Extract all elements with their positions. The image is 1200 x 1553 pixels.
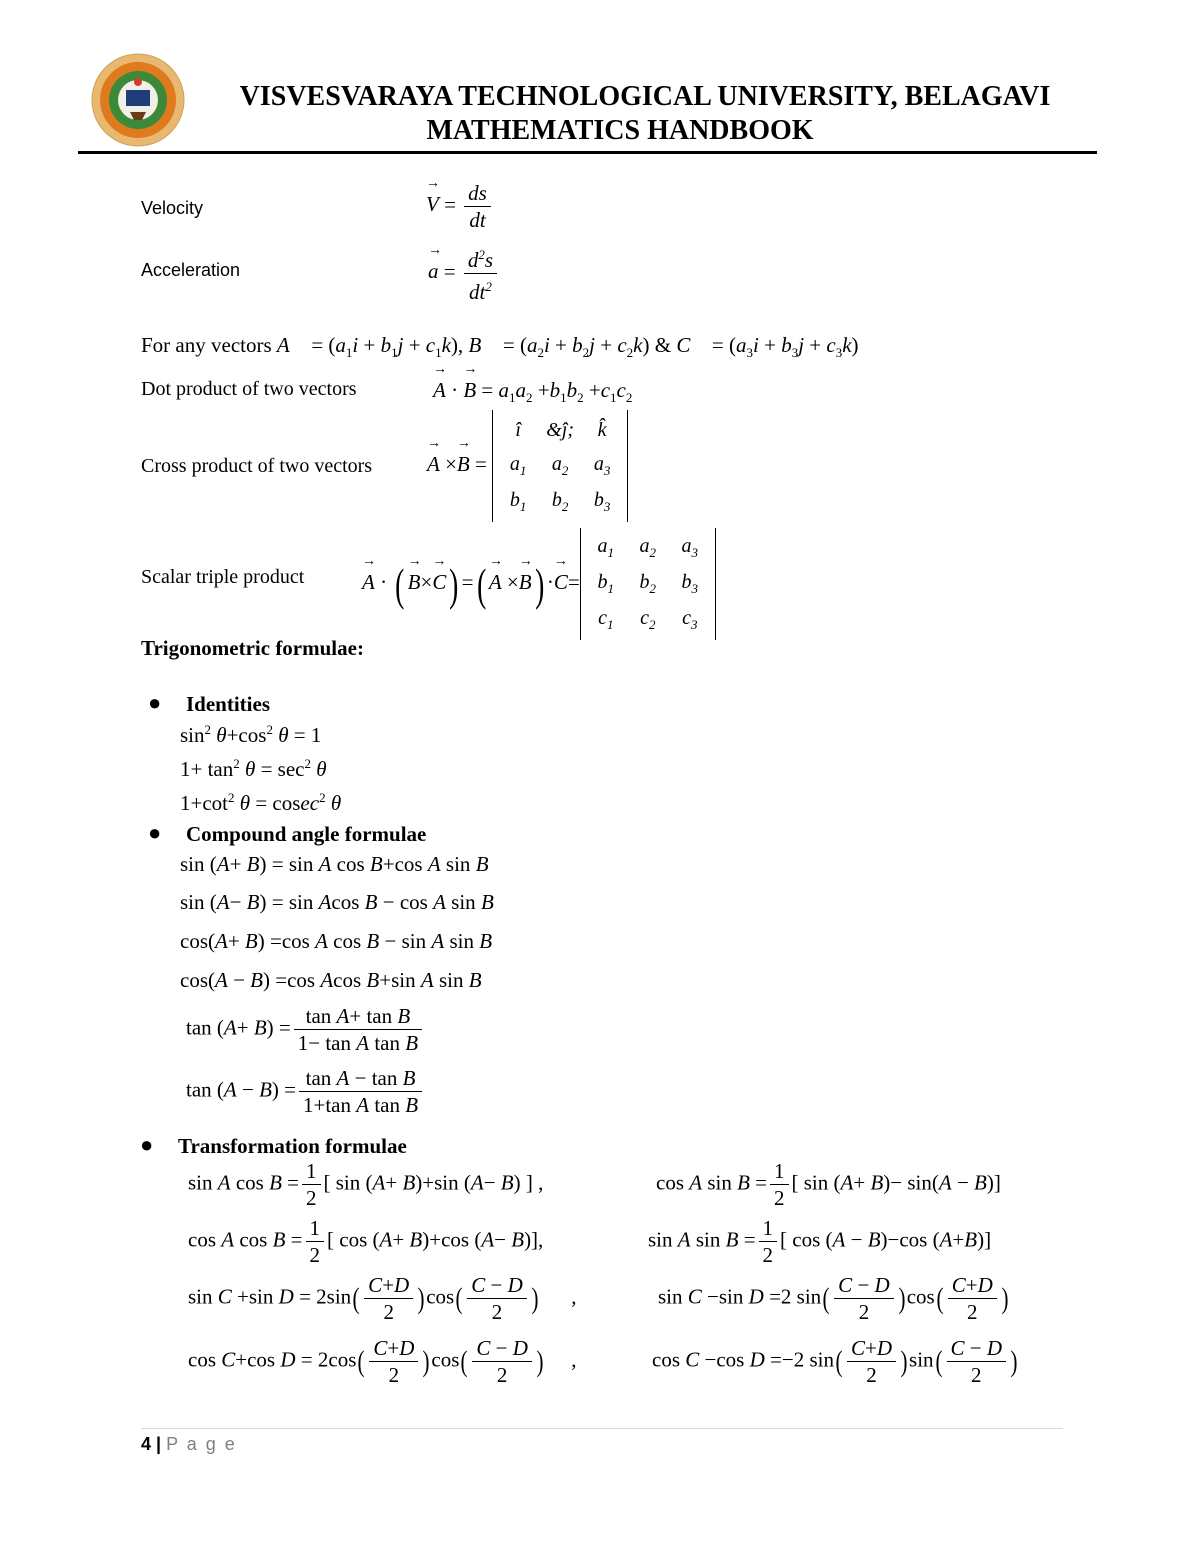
footer-rule [141,1428,1063,1429]
bullet-icon: ● [148,690,162,715]
identity-1: $\sin^2 \theta+\cos^2$ θ = 1 [180,722,322,747]
velocity-label: Velocity [141,198,204,218]
compound-5: tan (A+ B) = $\frac{\text{tan A+ tan B}}{\text{1− tan A tan B}}$ [186,1003,425,1056]
compound-1: sin (A+ B) = sin A cos B+cos A sin B [180,852,489,876]
vectors-definition: For any vectors A⃗ = $(a_1i + b_1j + c_1k)$, B⃗ = $(a_2i + b_2j + c_2k)$ & C⃗ = $(a_3i + b_3j + c_3k)$ [141,333,859,361]
page-footer: 4 | P a g e [141,1434,237,1454]
bullet-icon: ● [140,1132,154,1157]
header-title-line2: MATHEMATICS HANDBOOK [426,115,814,146]
triple-product-determinant: $a_1$ $a_2$ $a_3$ $b_1$ $b_2$ $b_3$ $c_1$ $c_2$ $c_3$ [580,528,716,640]
identity-2: $1+ \tan^2 \theta = \sec^2 \theta$ [180,756,327,781]
velocity-formula: → V = $\frac{ds}{dt}$ [426,180,494,233]
compound-3: cos(A+ B) =cos A cos B − sin A sin B [180,929,493,953]
compound-6: tan (A − B) = $\frac{\text{tan A − tan B}}{\text{1+tan A tan B}}$ [186,1065,425,1118]
transformation-1: sin A cos B = $\frac{1}{2}$ [ sin (A+ B)+sin (A− B) ] , [188,1159,544,1210]
triple-product-label: Scalar triple product [141,566,305,588]
transformation-8: cos C −cos D =−2 sin( $\frac{C+D}{2}$ )sin( $\frac{C - D}{2}$ ) [652,1336,1018,1387]
identity-3: $1+\cot^2$ θ = cosec$^2$ θ [180,790,342,815]
cross-product-formula: → A ×→ B = î &ĵ; k̂ $a_1$ $a_2$ $a_3$ $b_1$ $b_2$ $b_3$ [427,410,628,522]
compound-heading: Compound angle formulae [186,822,427,846]
bullet-icon: ● [148,820,162,845]
header-rule [78,151,1097,154]
transformation-7: cos C+cos D = 2cos( $\frac{C+D}{2}$ )cos( $\frac{C - D}{2}$ ) , [188,1336,577,1387]
identities-heading: Identities [186,692,270,716]
for-any-vectors-label: For any vectors [141,333,272,357]
transformation-5: sin C +sin D = 2sin( $\frac{C+D}{2}$ )cos( $\frac{C - D}{2}$ ) , [188,1273,577,1324]
transformation-3: cos A cos B = $\frac{1}{2}$ [ cos (A+ B)+cos (A− B)], [188,1216,544,1267]
header-title-line1: VISVESVARAYA TECHNOLOGICAL UNIVERSITY, BELAGAVI [239,81,1051,112]
compound-4: cos(A − B) =cos Acos B+sin A sin B [180,968,482,992]
acceleration-formula: → a = $\frac{d^2s}{dt^2}$ [428,242,500,305]
transformation-2: cos A sin B = $\frac{1}{2}$ [ sin (A+ B)− sin(A − B)] [656,1159,1001,1210]
triple-product-formula: → A · (→ B×→ C) =(→ A ×→ B) ·→ C= $a_1$ $a_2$ $a_3$ $b_1$ $b_2$ $b_3$ $c_1$ $c_2$ $c_3$ [362,528,716,640]
dot-product-label: Dot product of two vectors [141,378,357,400]
page-word: P a g e [166,1434,237,1454]
university-logo [90,52,186,148]
page-number: 4 [141,1434,152,1454]
transformation-heading: Transformation formulae [178,1134,407,1158]
trig-heading: Trigonometric formulae: [141,636,364,660]
transformation-6: sin C −sin D =2 sin( $\frac{C - D}{2}$ )cos( $\frac{C+D}{2}$ ) [658,1273,1009,1324]
dot-product-formula: → A · → $B = a_1a_2 +b_1b_2 +c_1c_2$ [433,378,632,406]
transformation-4: sin A sin B = $\frac{1}{2}$ [ cos (A − B)−cos (A+B)] [648,1216,992,1267]
cross-product-label: Cross product of two vectors [141,455,373,477]
acceleration-label: Acceleration [141,260,241,280]
cross-product-determinant: î &ĵ; k̂ $a_1$ $a_2$ $a_3$ $b_1$ $b_2$ $b_3$ [492,410,628,522]
compound-2: sin (A− B) = sin Acos B − cos A sin B [180,890,494,914]
